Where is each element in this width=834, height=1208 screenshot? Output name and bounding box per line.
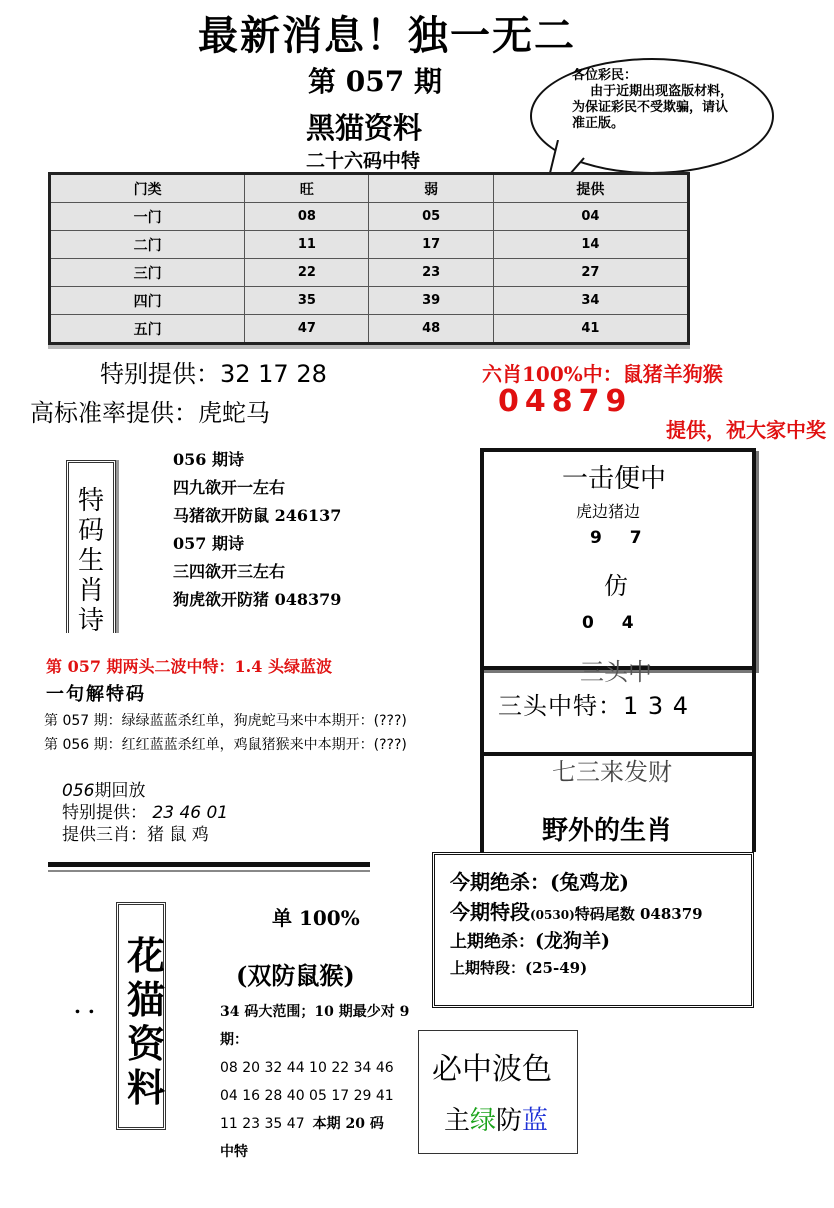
three-head-faint: 三头中 xyxy=(580,658,652,686)
table-cell: 14 xyxy=(493,231,688,259)
replay-special-nums: 23 46 01 xyxy=(152,803,229,823)
table-cell: 23 xyxy=(369,259,493,287)
number-line: 04 16 28 40 05 17 29 41 xyxy=(220,1088,394,1104)
wave-color-text xyxy=(444,1100,548,1137)
table-cell: 11 xyxy=(245,231,369,259)
seven-three-text: 七三来发财 xyxy=(552,758,672,786)
special-provide: 特别提供：32 17 28 xyxy=(100,360,327,388)
table-header-cell: 提供 xyxy=(493,174,688,203)
table-cell: 39 xyxy=(369,287,493,315)
table-cell: 27 xyxy=(493,259,688,287)
number-tail: 本期 20 码 xyxy=(312,1116,384,1132)
table-cell: 一门 xyxy=(50,203,245,231)
lucky-code: 04879 xyxy=(498,384,633,419)
wave-color-title: 必中波色 xyxy=(432,1052,552,1087)
wish-text: 提供，祝大家中奖 xyxy=(666,418,826,442)
poem-line: 马猪欲开防鼠 246137 xyxy=(173,506,342,525)
six-zodiac-line: 六肖100%中：鼠猪羊狗猴 xyxy=(482,362,723,386)
high-standard-provide: 高标准率提供：虎蛇马 xyxy=(30,399,270,427)
kill-line-2-tail: 特码尾数 048379 xyxy=(574,905,703,923)
data-table xyxy=(48,172,690,345)
table-header-row xyxy=(50,174,689,203)
numbers-97: 9 7 xyxy=(590,528,642,548)
table-row xyxy=(50,287,689,315)
table-cell: 35 xyxy=(245,287,369,315)
zhongte: 中特 xyxy=(220,1144,248,1160)
kill-line-2-code: (0530) xyxy=(530,908,575,922)
table-row xyxy=(50,315,689,344)
table-cell: 三门 xyxy=(50,259,245,287)
table-cell: 47 xyxy=(245,315,369,344)
number-line xyxy=(220,1110,410,1138)
wave-green: 绿 xyxy=(470,1106,497,1136)
replay-block xyxy=(62,780,228,846)
dots: . . xyxy=(74,994,95,1018)
replay-three: 猪 鼠 鸡 xyxy=(147,825,209,845)
kill-line-3 xyxy=(450,926,610,953)
table-row xyxy=(50,203,689,231)
table-cell: 四门 xyxy=(50,287,245,315)
bubble-text: 各位彩民： 由于近期出现盗版材料，为保证彩民不受欺骗，请认准正版。 xyxy=(572,68,734,131)
divider xyxy=(48,862,370,867)
issue-056-line: 第 056 期：红红蓝蓝杀红单，鸡鼠猪猴来中本期开：(???) xyxy=(44,737,407,753)
table-row xyxy=(50,231,689,259)
subtitle: 黑猫资料 xyxy=(306,111,423,145)
divider-shadow xyxy=(48,870,370,872)
single-100: 单 100% xyxy=(272,906,360,930)
kill-line-1: 今期绝杀：(兔鸡龙) xyxy=(450,870,629,894)
table-cell: 48 xyxy=(369,315,493,344)
number-line-text: 11 23 35 47 xyxy=(220,1116,305,1132)
subtitle-2: 二十六码中特 xyxy=(306,150,421,172)
wave-blue: 蓝 xyxy=(522,1106,549,1136)
wave-main: 主 xyxy=(444,1106,471,1136)
issue-057-line: 第 057 期：绿绿蓝蓝杀红单，狗虎蛇马来中本期开：(???) xyxy=(44,713,407,729)
vertical-label: 特码生肖诗 xyxy=(78,486,105,636)
replay-label: 期回放 xyxy=(94,781,146,801)
table-shadow xyxy=(48,345,690,349)
poem-line: 056 期诗 xyxy=(173,450,244,469)
number-line: 08 20 32 44 10 22 34 46 xyxy=(220,1060,394,1076)
replay-special-label: 特别提供： xyxy=(62,803,147,823)
poem-line: 三四欲开三左右 xyxy=(173,562,286,581)
poem-line: 四九欲开一左右 xyxy=(173,478,286,497)
table-header-cell: 门类 xyxy=(50,174,245,203)
kill-line-3-label: 上期绝杀： xyxy=(450,932,535,952)
table-cell: 17 xyxy=(369,231,493,259)
number-list xyxy=(220,1054,410,1166)
range-text: 34 码大范围；10 期最少对 9期： xyxy=(220,1004,410,1048)
table-cell: 41 xyxy=(493,315,688,344)
table-header-cell: 弱 xyxy=(369,174,493,203)
table-cell: 04 xyxy=(493,203,688,231)
table-cell: 34 xyxy=(493,287,688,315)
vertical-label-2: 花猫资料 xyxy=(126,933,165,1110)
two-head-line: 第 057 期两头二波中特：1.4 头绿蓝波 xyxy=(46,657,332,676)
table-header-cell: 旺 xyxy=(245,174,369,203)
table-row xyxy=(50,259,689,287)
double-guard: (双防鼠猴) xyxy=(236,961,355,990)
tiger-pig-side: 虎边猪边 xyxy=(576,502,641,521)
kill-line-3-value: (龙狗羊) xyxy=(535,930,610,952)
numbers-04: 0 4 xyxy=(582,613,634,633)
page-title: 最新消息！独一无二 xyxy=(198,12,576,59)
table-cell: 22 xyxy=(245,259,369,287)
kill-line-2 xyxy=(450,896,703,925)
fang-label: 仿 xyxy=(604,572,628,600)
table-cell: 五门 xyxy=(50,315,245,344)
table-cell: 二门 xyxy=(50,231,245,259)
table-cell: 08 xyxy=(245,203,369,231)
three-head-special: 三头中特：1 3 4 xyxy=(498,692,690,720)
one-hit-title: 一击便中 xyxy=(562,464,667,494)
issue-number: 第 057 期 xyxy=(308,65,442,98)
table-cell: 05 xyxy=(369,203,493,231)
wave-guard: 防 xyxy=(496,1106,523,1136)
poem-line: 狗虎欲开防猪 048379 xyxy=(173,590,342,609)
wild-zodiac-text: 野外的生肖 xyxy=(542,816,673,846)
replay-issue: 056 xyxy=(62,781,95,801)
poem-line: 057 期诗 xyxy=(173,534,244,553)
replay-three-label: 提供三肖： xyxy=(62,825,147,845)
kill-line-4: 上期特段：(25-49) xyxy=(450,959,588,977)
one-line-title: 一句解特码 xyxy=(46,684,146,705)
poem-list xyxy=(173,446,341,614)
kill-line-2-label: 今期特段 xyxy=(450,900,530,924)
